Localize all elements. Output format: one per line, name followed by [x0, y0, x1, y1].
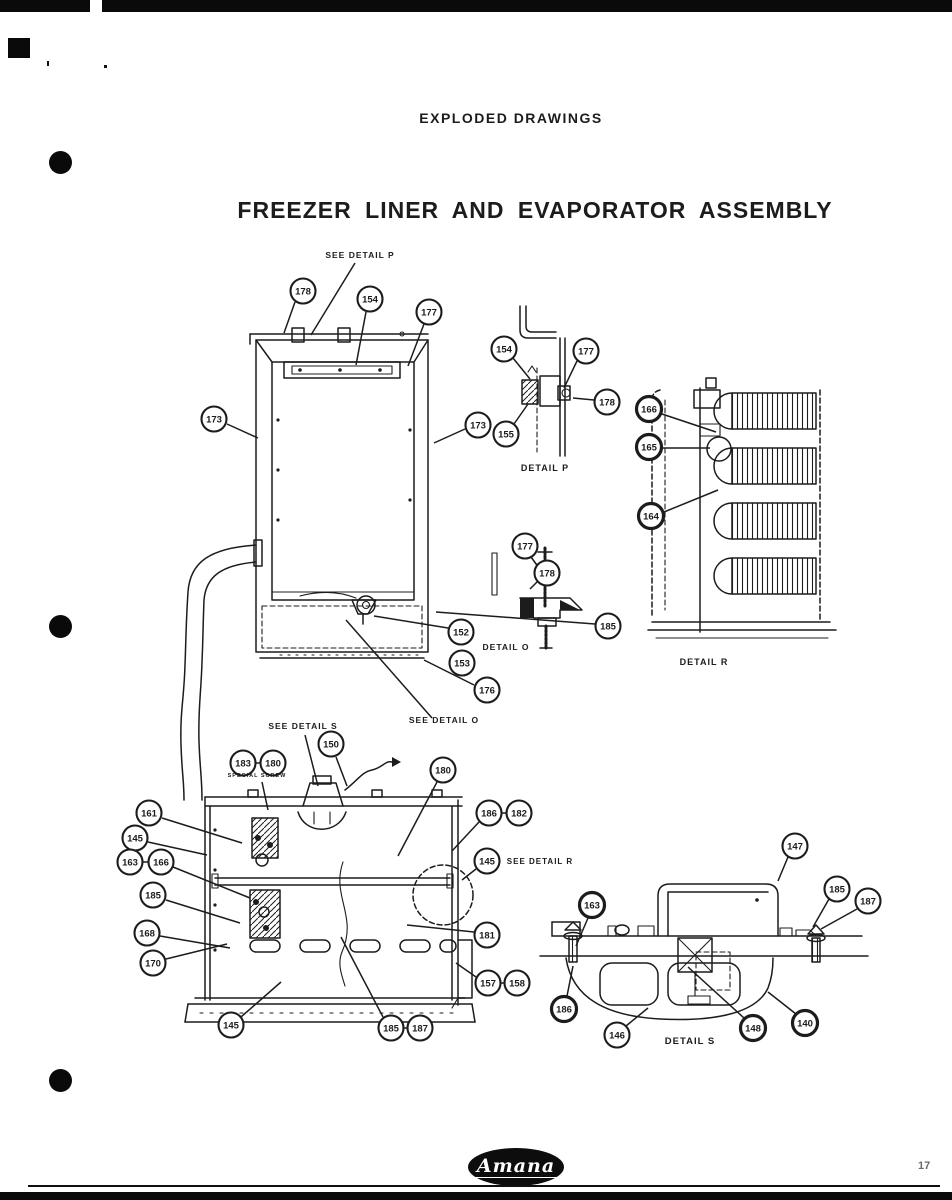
leader-line	[407, 925, 474, 932]
part-callout-187	[408, 1016, 433, 1041]
callout-number: 178	[295, 286, 311, 298]
callout-number: 181	[479, 930, 495, 942]
callout-number: 177	[517, 541, 533, 553]
callout-number: 148	[745, 1023, 761, 1035]
callout-number: 177	[421, 307, 437, 319]
part-callout-154	[356, 287, 383, 366]
callout-number: 178	[599, 397, 615, 409]
callout-number: 140	[797, 1018, 813, 1030]
callout-number: 176	[479, 685, 495, 697]
leader-line	[305, 735, 318, 786]
leader-line	[664, 490, 718, 512]
callout-number: 147	[787, 841, 803, 853]
callout-number: 183	[235, 758, 251, 770]
leader-line	[374, 616, 448, 628]
callout-number: 146	[609, 1030, 625, 1042]
part-callout-168	[135, 921, 231, 949]
part-callout-154	[492, 337, 531, 380]
part-callout-186	[552, 966, 577, 1022]
callout-number: 185	[145, 890, 161, 902]
part-callout-181	[407, 923, 500, 948]
leader-line	[567, 966, 573, 996]
leader-line	[452, 822, 479, 851]
callout-number: 155	[498, 429, 514, 441]
callout-number: 163	[584, 900, 600, 912]
detail-caption: DETAIL S	[664, 1036, 716, 1047]
callout-number: 163	[122, 857, 138, 869]
detail-caption: DETAIL R	[679, 657, 729, 667]
part-callout-166	[637, 397, 717, 433]
callout-number: 187	[412, 1023, 428, 1035]
part-callout-173	[434, 413, 491, 444]
page-header: EXPLODED DRAWINGS	[419, 110, 603, 126]
leader-line	[346, 620, 432, 718]
callout-number: 187	[860, 896, 876, 908]
part-callout-183	[231, 751, 256, 776]
detail-o-drawing	[492, 548, 582, 648]
callout-number: 180	[435, 765, 451, 777]
part-callout-164	[639, 490, 719, 529]
part-callout-178	[573, 390, 620, 415]
callout-number: 182	[511, 808, 527, 820]
callout-number: 185	[829, 884, 845, 896]
part-callout-186	[452, 801, 502, 852]
footer-rule	[28, 1185, 940, 1187]
leader-line	[456, 963, 476, 977]
freezer-liner-drawing	[250, 328, 428, 658]
part-callout-177	[408, 300, 442, 367]
callout-number: 177	[578, 346, 594, 358]
leader-line	[821, 909, 857, 929]
part-callout-157	[456, 963, 501, 996]
leader-line	[434, 429, 465, 443]
callout-number: 164	[643, 511, 659, 523]
callout-number: 173	[470, 420, 486, 432]
detail-p-drawing	[520, 306, 570, 456]
detail-caption: SEE DETAIL O	[408, 715, 480, 725]
part-callout-153	[450, 651, 475, 676]
leader-line	[166, 944, 227, 959]
callout-number: 185	[383, 1023, 399, 1035]
callout-number: 157	[480, 978, 496, 990]
part-callout-170	[141, 944, 228, 976]
part-callout-158	[505, 971, 530, 996]
leader-line	[768, 992, 796, 1014]
callout-number: 185	[600, 621, 616, 633]
callout-number: 150	[323, 739, 339, 751]
scan-bottom-bar	[0, 1192, 952, 1200]
leader-line	[398, 782, 437, 856]
part-callout-145	[219, 982, 282, 1038]
callout-number: 178	[539, 568, 555, 580]
part-callout-182	[507, 801, 532, 826]
callout-number: 153	[454, 658, 470, 670]
callout-number: 180	[265, 758, 281, 770]
page-number: 17	[918, 1160, 931, 1172]
callout-number: 145	[223, 1020, 239, 1032]
part-callout-147	[778, 834, 808, 882]
amana-logo	[468, 1148, 564, 1186]
page-title: FREEZER LINER AND EVAPORATOR ASSEMBLY	[237, 197, 833, 223]
part-callout-145	[462, 849, 500, 881]
part-callout-173	[202, 407, 259, 439]
leader-line	[356, 312, 366, 365]
leader-line	[336, 757, 347, 786]
part-callout-185	[813, 877, 850, 928]
detail-caption: SEE DETAIL P	[325, 250, 395, 260]
leader-line	[514, 404, 528, 424]
leader-line	[311, 263, 355, 335]
part-callout-155	[494, 404, 529, 447]
leader-line	[573, 398, 594, 400]
part-callout-150	[319, 732, 348, 787]
callout-number: 145	[479, 856, 495, 868]
detail-caption: SEE DETAIL S	[268, 721, 338, 731]
callout-number: 173	[206, 414, 222, 426]
leader-line	[813, 899, 829, 927]
detail-caption: DETAIL P	[520, 463, 570, 473]
detail-caption: SPECIAL SCREW	[227, 773, 287, 779]
part-callout-152	[374, 616, 474, 645]
callout-number: 158	[509, 978, 525, 990]
leader-line	[688, 967, 744, 1018]
part-callout-163	[118, 850, 143, 875]
callout-number: 186	[556, 1004, 572, 1016]
callout-number: 165	[641, 442, 657, 454]
callout-number: 186	[481, 808, 497, 820]
callout-number: 168	[139, 928, 155, 940]
part-callout-165	[637, 435, 711, 460]
leader-line	[162, 818, 242, 843]
callout-number: 161	[141, 808, 157, 820]
callout-number: 166	[641, 404, 657, 416]
part-callout-161	[137, 801, 243, 844]
callout-number: 154	[362, 294, 378, 306]
leader-line	[166, 900, 240, 923]
leader-line	[341, 937, 383, 1017]
callout-number: 154	[496, 344, 512, 356]
leader-line	[241, 982, 281, 1017]
callout-number: 170	[145, 958, 161, 970]
leader-line	[564, 361, 577, 388]
detail-caption: DETAIL O	[482, 642, 530, 652]
detail-caption: SEE DETAIL R	[506, 857, 574, 866]
leader-line	[513, 358, 530, 379]
part-callout-180	[261, 751, 286, 776]
callout-number: 145	[127, 833, 143, 845]
part-callout-177	[564, 339, 599, 389]
leader-line	[778, 857, 788, 881]
part-callout-178	[284, 279, 316, 334]
callout-number: 166	[153, 857, 169, 869]
part-callout-140	[768, 992, 818, 1036]
leader-line	[530, 581, 538, 589]
callout-number: 152	[453, 627, 469, 639]
leader-line	[227, 424, 258, 438]
leader-line	[173, 867, 250, 898]
detail-r-drawing	[648, 378, 836, 638]
leader-line	[662, 414, 716, 432]
amana-logo-text: Amana	[476, 1154, 556, 1177]
part-callout-178	[530, 561, 560, 590]
